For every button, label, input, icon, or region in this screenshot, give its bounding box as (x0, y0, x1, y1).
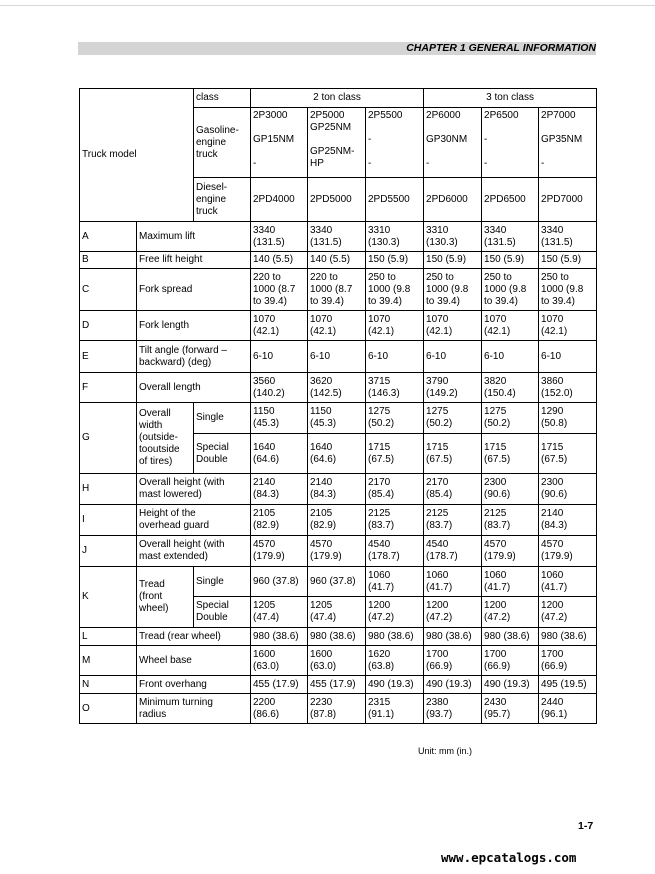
row-label: Overall length (137, 373, 251, 403)
value-cell: 250 to 1000 (9.8 to 39.4) (366, 269, 424, 311)
value-cell: 3620 (142.5) (308, 373, 366, 403)
gasoline-model-cell: 2P6000 GP30NM - (424, 108, 482, 178)
value-cell: 1150 (45.3) (308, 403, 366, 434)
value-cell: 150 (5.9) (539, 252, 597, 269)
diesel-model-cell: 2PD6000 (424, 178, 482, 222)
sub-label-special-double: Special Double (194, 434, 251, 474)
value-cell: 4570 (179.9) (251, 536, 308, 567)
value-cell: 1060 (41.7) (539, 567, 597, 597)
table-row (80, 536, 597, 567)
row-code: K (80, 567, 137, 628)
value-cell: 1275 (50.2) (366, 403, 424, 434)
gasoline-label: Gasoline- engine truck (194, 108, 251, 178)
value-cell: 3340 (131.5) (482, 222, 539, 252)
row-code: J (80, 536, 137, 567)
value-cell: 6-10 (366, 341, 424, 373)
class-label: class (194, 89, 251, 108)
value-cell: 2170 (85.4) (424, 474, 482, 505)
sub-label-special-double: Special Double (194, 597, 251, 628)
diesel-model-cell: 2PD4000 (251, 178, 308, 222)
value-cell: 3715 (146.3) (366, 373, 424, 403)
sub-label-single: Single (194, 567, 251, 597)
value-cell: 1600 (63.0) (308, 646, 366, 676)
row-label: Tilt angle (forward – backward) (deg) (137, 341, 251, 373)
value-cell: 220 to 1000 (8.7 to 39.4) (308, 269, 366, 311)
table-row (80, 694, 597, 724)
value-cell: 495 (19.5) (539, 676, 597, 694)
row-code: M (80, 646, 137, 676)
value-cell: 960 (37.8) (308, 567, 366, 597)
value-cell: 250 to 1000 (9.8 to 39.4) (424, 269, 482, 311)
diesel-model-cell: 2PD6500 (482, 178, 539, 222)
chapter-header-bar (78, 42, 596, 55)
value-cell: 3790 (149.2) (424, 373, 482, 403)
diesel-model-cell: 2PD7000 (539, 178, 597, 222)
value-cell: 1205 (47.4) (251, 597, 308, 628)
gasoline-model-cell: 2P5500 - - (366, 108, 424, 178)
sub-label-single: Single (194, 403, 251, 434)
value-cell: 250 to 1000 (9.8 to 39.4) (539, 269, 597, 311)
value-cell: 1715 (67.5) (424, 434, 482, 474)
row-code: G (80, 403, 137, 474)
value-cell: 1070 (42.1) (539, 311, 597, 341)
value-cell: 2140 (84.3) (308, 474, 366, 505)
value-cell: 3340 (131.5) (308, 222, 366, 252)
diesel-model-cell: 2PD5500 (366, 178, 424, 222)
value-cell: 3340 (131.5) (251, 222, 308, 252)
value-cell: 490 (19.3) (482, 676, 539, 694)
table-row (80, 311, 597, 341)
table-header-row (80, 89, 597, 108)
value-cell: 3860 (152.0) (539, 373, 597, 403)
value-cell: 2300 (90.6) (482, 474, 539, 505)
row-label: Tread (rear wheel) (137, 628, 251, 646)
table-row (80, 474, 597, 505)
truck-model-label: Truck model (80, 89, 194, 222)
table-row (80, 628, 597, 646)
value-cell: 1275 (50.2) (424, 403, 482, 434)
value-cell: 6-10 (308, 341, 366, 373)
value-cell: 2300 (90.6) (539, 474, 597, 505)
value-cell: 1640 (64.6) (251, 434, 308, 474)
value-cell: 980 (38.6) (251, 628, 308, 646)
value-cell: 6-10 (424, 341, 482, 373)
row-code: I (80, 505, 137, 536)
value-cell: 3310 (130.3) (366, 222, 424, 252)
row-label: Tread (front wheel) (137, 567, 194, 628)
value-cell: 250 to 1000 (9.8 to 39.4) (482, 269, 539, 311)
value-cell: 1700 (66.9) (482, 646, 539, 676)
value-cell: 1600 (63.0) (251, 646, 308, 676)
website-watermark: www.epcatalogs.com (441, 850, 577, 865)
value-cell: 1070 (42.1) (366, 311, 424, 341)
value-cell: 2140 (84.3) (539, 505, 597, 536)
value-cell: 980 (38.6) (308, 628, 366, 646)
row-label: Overall height (with mast lowered) (137, 474, 251, 505)
value-cell: 2200 (86.6) (251, 694, 308, 724)
value-cell: 980 (38.6) (366, 628, 424, 646)
value-cell: 6-10 (539, 341, 597, 373)
value-cell: 2430 (95.7) (482, 694, 539, 724)
value-cell: 6-10 (482, 341, 539, 373)
value-cell: 3560 (140.2) (251, 373, 308, 403)
value-cell: 1640 (64.6) (308, 434, 366, 474)
value-cell: 2170 (85.4) (366, 474, 424, 505)
top-rule (0, 5, 655, 6)
value-cell: 1200 (47.2) (482, 597, 539, 628)
table-row (80, 403, 597, 434)
unit-note: Unit: mm (in.) (418, 746, 472, 756)
value-cell: 1070 (42.1) (424, 311, 482, 341)
value-cell: 6-10 (251, 341, 308, 373)
spec-table (79, 88, 597, 724)
value-cell: 3310 (130.3) (424, 222, 482, 252)
value-cell: 1200 (47.2) (366, 597, 424, 628)
row-label: Minimum turning radius (137, 694, 251, 724)
row-label: Front overhang (137, 676, 251, 694)
value-cell: 980 (38.6) (539, 628, 597, 646)
row-label: Height of the overhead guard (137, 505, 251, 536)
diesel-label: Diesel- engine truck (194, 178, 251, 222)
value-cell: 455 (17.9) (251, 676, 308, 694)
page-number: 1-7 (578, 820, 594, 832)
gasoline-model-cell: 2P3000 GP15NM - (251, 108, 308, 178)
value-cell: 4570 (179.9) (308, 536, 366, 567)
value-cell: 1060 (41.7) (482, 567, 539, 597)
value-cell: 4540 (178.7) (424, 536, 482, 567)
table-row (80, 676, 597, 694)
value-cell: 1715 (67.5) (366, 434, 424, 474)
gasoline-model-cell: 2P7000 GP35NM - (539, 108, 597, 178)
table-row (80, 505, 597, 536)
value-cell: 980 (38.6) (424, 628, 482, 646)
value-cell: 1290 (50.8) (539, 403, 597, 434)
value-cell: 2140 (84.3) (251, 474, 308, 505)
gasoline-model-cell: 2P5000 GP25NM GP25NM- HP (308, 108, 366, 178)
value-cell: 2230 (87.8) (308, 694, 366, 724)
value-cell: 1150 (45.3) (251, 403, 308, 434)
value-cell: 2125 (83.7) (424, 505, 482, 536)
value-cell: 1715 (67.5) (482, 434, 539, 474)
row-label: Overall width (outside- tooutside of tires) (137, 403, 194, 474)
value-cell: 150 (5.9) (482, 252, 539, 269)
value-cell: 1205 (47.4) (308, 597, 366, 628)
value-cell: 1275 (50.2) (482, 403, 539, 434)
row-label: Free lift height (137, 252, 251, 269)
value-cell: 490 (19.3) (366, 676, 424, 694)
value-cell: 2125 (83.7) (482, 505, 539, 536)
class-2ton: 2 ton class (251, 89, 424, 108)
row-code: N (80, 676, 137, 694)
value-cell: 980 (38.6) (482, 628, 539, 646)
value-cell: 4570 (179.9) (539, 536, 597, 567)
value-cell: 3340 (131.5) (539, 222, 597, 252)
row-label: Fork spread (137, 269, 251, 311)
value-cell: 455 (17.9) (308, 676, 366, 694)
value-cell: 1620 (63.8) (366, 646, 424, 676)
row-label: Wheel base (137, 646, 251, 676)
value-cell: 2105 (82.9) (308, 505, 366, 536)
class-3ton: 3 ton class (424, 89, 597, 108)
diesel-model-cell: 2PD5000 (308, 178, 366, 222)
gasoline-model-cell: 2P6500 - - (482, 108, 539, 178)
row-code: F (80, 373, 137, 403)
row-code: H (80, 474, 137, 505)
value-cell: 2315 (91.1) (366, 694, 424, 724)
value-cell: 2125 (83.7) (366, 505, 424, 536)
row-code: B (80, 252, 137, 269)
value-cell: 1700 (66.9) (539, 646, 597, 676)
value-cell: 150 (5.9) (366, 252, 424, 269)
value-cell: 960 (37.8) (251, 567, 308, 597)
table-row (80, 373, 597, 403)
value-cell: 3820 (150.4) (482, 373, 539, 403)
value-cell: 150 (5.9) (424, 252, 482, 269)
value-cell: 490 (19.3) (424, 676, 482, 694)
value-cell: 1200 (47.2) (539, 597, 597, 628)
value-cell: 1200 (47.2) (424, 597, 482, 628)
row-label: Fork length (137, 311, 251, 341)
value-cell: 1070 (42.1) (251, 311, 308, 341)
value-cell: 1700 (66.9) (424, 646, 482, 676)
row-label: Maximum lift (137, 222, 251, 252)
table-row (80, 567, 597, 597)
value-cell: 1715 (67.5) (539, 434, 597, 474)
chapter-title: CHAPTER 1 GENERAL INFORMATION (406, 42, 596, 54)
value-cell: 2380 (93.7) (424, 694, 482, 724)
row-code: O (80, 694, 137, 724)
row-code: E (80, 341, 137, 373)
value-cell: 1060 (41.7) (366, 567, 424, 597)
value-cell: 2105 (82.9) (251, 505, 308, 536)
value-cell: 1070 (42.1) (482, 311, 539, 341)
value-cell: 220 to 1000 (8.7 to 39.4) (251, 269, 308, 311)
table-row (80, 252, 597, 269)
row-code: L (80, 628, 137, 646)
table-row (80, 646, 597, 676)
row-label: Overall height (with mast extended) (137, 536, 251, 567)
value-cell: 4570 (179.9) (482, 536, 539, 567)
table-row (80, 269, 597, 311)
value-cell: 140 (5.5) (251, 252, 308, 269)
value-cell: 4540 (178.7) (366, 536, 424, 567)
value-cell: 140 (5.5) (308, 252, 366, 269)
value-cell: 1060 (41.7) (424, 567, 482, 597)
row-code: A (80, 222, 137, 252)
value-cell: 2440 (96.1) (539, 694, 597, 724)
row-code: C (80, 269, 137, 311)
value-cell: 1070 (42.1) (308, 311, 366, 341)
table-row (80, 341, 597, 373)
row-code: D (80, 311, 137, 341)
table-row (80, 222, 597, 252)
